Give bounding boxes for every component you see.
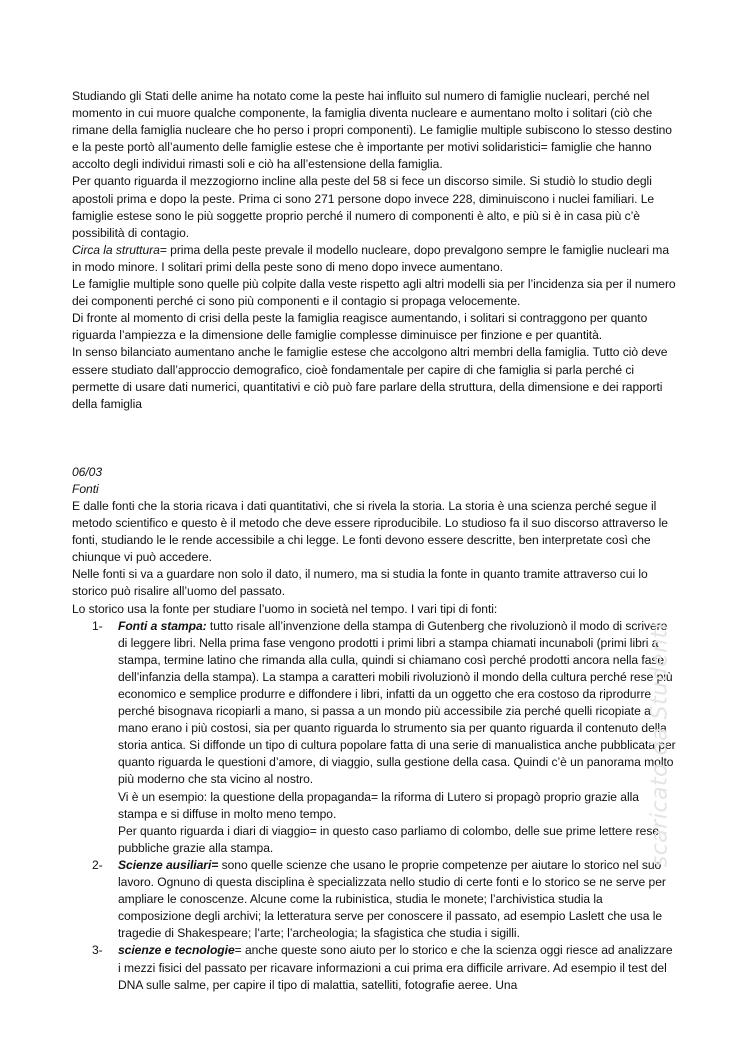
list-text: tutto risale all’invenzione della stampa di Gutenberg che rivoluzionò il modo di scrivere di leggere libri. Nella prima fase vengono prodotti i primi libri a stampa chiamati incunaboli (primi libri a stampa, termine latino che rimanda alla culla, quindi si chiamano così perché prodotti ancora nella fase dell’infanzia della stampa). La stampa a caratteri mobili rivoluzionò il mondo della cultura perché rese più economico e semplice produrre e diffondere i libri, infatti da un oggetto che era costoso da riprodurre perché bisognava ricopiarli a mano, si passa a un mondo più accessibile zia perché quelli ricopiate a mano erano i più costosi, sia per quanto riguarda lo strumento sia per quanto riguarda il contenuto della storia antica. Si diffonde un tipo di cultura popolare fatta di una serie di manualistica anche pubblicata per quanto riguarda le questioni d’amore, di viaggio, sulla gestione della casa. Quindi c’è un panorama molto più moderno che sta vicino al nostro. xyxy=(118,618,676,787)
document-page xyxy=(72,88,678,994)
section-title: Fonti xyxy=(72,481,99,496)
intro-paragraph-3 xyxy=(72,242,678,276)
list-text: = anche queste sono aiuto per lo storico e che la scienza oggi riesce ad analizzare i mezzi fisici del passato per ricavare informazioni a cui prima era difficile arrivare. Ad esempio il test del DNA sulle salme, per capire il tipo di malattia, satelliti, fotografie aeree. Una xyxy=(118,943,673,992)
list-text: sono quelle scienze che usano le proprie competenze per aiutare lo storico nel suo lavoro. Ognuno di questa disciplina è specializzata nello studio di certe fonti e lo storico se ne serve per ampliare le conoscenze. Alcune come la rubinistica, studia le monete; l’archivistica studia la composizione degli archivi; la letteratura serve per conoscere il passato, ad esempio Laslett che usa le tragedie di Shakespeare; l’arte; l’archeologia; la sfagistica che studia i sigilli. xyxy=(118,857,666,941)
list-item xyxy=(72,942,678,993)
list-item xyxy=(72,618,678,857)
list-number: 2- xyxy=(92,857,103,872)
list-term: Scienze ausiliari= xyxy=(118,857,219,872)
intro-paragraph-6: In senso bilanciato aumentano anche le famiglie estese che accolgono altri membri della famiglia. Tutto ciò deve essere studiato dall’approccio demografico, cioè fondamentale per capire di che famiglia si parla perché ci permette di usare dati numerici, quantitativi e ciò può fare parlare della struttura, della dimensione e dei rapporti della famiglia xyxy=(72,345,668,411)
fonti-list xyxy=(72,618,678,994)
struttura-text: = prima della peste prevale il modello nucleare, dopo prevalgono sempre le famiglie nucleari ma in modo minore. I solitari primi della peste sono di meno dopo invece aumentano. xyxy=(72,242,670,274)
intro-paragraph-2: Per quanto riguarda il mezzogiorno incline alla peste del 58 si fece un discorso simile. Si studiò lo studio degli apostoli prima e dopo la peste. Prima ci sono 271 persone dopo invece 228, diminuiscono i nuclei familiari. Le famiglie estese sono le più soggette proprio perché il numero di componenti è alto, e più si è in casa più c’è possibilità di contagio. xyxy=(72,174,655,240)
list-extra: Vi è un esempio: la questione della propaganda= la riforma di Lutero si propagò proprio grazie alla stampa e si diffuse in molto meno tempo. xyxy=(118,789,639,821)
watermark-text: scaricato da Studenti xyxy=(647,622,673,868)
section-gap xyxy=(72,413,678,464)
list-term: Fonti a stampa: xyxy=(118,618,207,633)
list-number: 3- xyxy=(92,943,103,958)
fonti-paragraph-1: E dalle fonti che la storia ricava i dati quantitativi, che si rivela la storia. La storia è una scienza perché segue il metodo scientifico e questo è il metodo che deve essere riproducibile. Lo studioso fa il suo discorso attraverso le fonti, studiando le le rende accessibile a chi legge. Le fonti devono essere descritte, ben interpretate così che chiunque vi può accedere. xyxy=(72,498,668,565)
intro-paragraph-5: Di fronte al momento di crisi della peste la famiglia reagisce aumentando, i solitari si contraggono per quanto riguarda l’ampiezza e la dimensione delle famiglie complesse diminuisce per finzione e per quantità. xyxy=(72,311,648,343)
list-term: scienze e tecnologie xyxy=(118,943,235,958)
struttura-label: Circa la struttura xyxy=(72,242,160,257)
intro-paragraph-4: Le famiglie multiple sono quelle più colpite dalla veste rispetto agli altri modelli sia per l’incidenza sia per il numero dei componenti perché ci sono più componenti e il contagio si propaga velocemente. xyxy=(72,277,676,309)
list-number: 1- xyxy=(92,618,103,633)
intro-paragraph-1: Studiando gli Stati delle anime ha notato come la peste hai influito sul numero di famiglie nucleari, perché nel momento in cui muore qualche componente, la famiglia diventa nucleare e aumentano molto i solitari (ciò che rimane della famiglia nucleare che ho perso i propri componenti). Le famiglie multiple subiscono lo stesso destino e la peste portò all’aumento delle famiglie estese che è importante per motivi solidaristici= famiglie che hanno accolto degli individui rimasti soli e ciò ha all’estensione della famiglia. xyxy=(72,89,672,172)
watermark xyxy=(640,540,680,950)
fonti-paragraph-3: Lo storico usa la fonte per studiare l’uomo in società nel tempo. I vari tipi di fonti: xyxy=(72,601,498,616)
fonti-paragraph-2: Nelle fonti si va a guardare non solo il dato, il numero, ma si studia la fonte in quanto tramite attraverso cui lo storico può risalire all’uomo del passato. xyxy=(72,567,648,599)
list-extra: Per quanto riguarda i diari di viaggio= in questo caso parliamo di colombo, delle sue prime lettere rese pubbliche grazie alla stampa. xyxy=(118,823,660,855)
list-item xyxy=(72,857,678,942)
section-date: 06/03 xyxy=(72,464,103,479)
